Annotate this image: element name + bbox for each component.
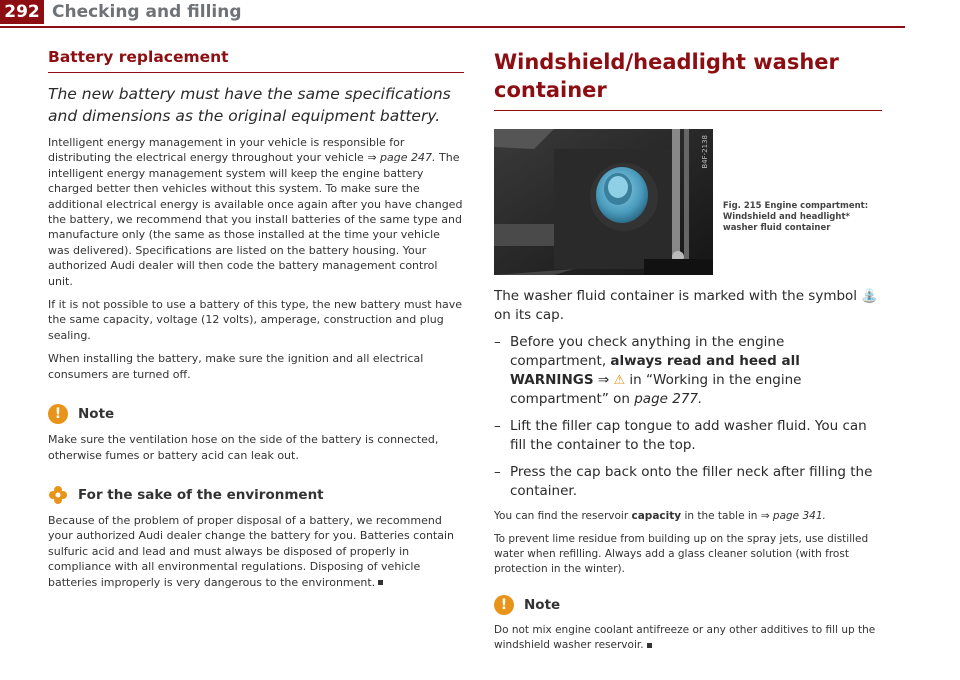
bullet-3 (494, 463, 882, 501)
bullet-3-text: Press the cap back onto the filler neck after filling the container. (510, 464, 873, 499)
page-341-link[interactable]: ⇒ page 341. (760, 510, 826, 522)
bullet-dash: – (494, 418, 501, 434)
header-rule (0, 26, 905, 28)
warning-triangle-icon: ⚠ (613, 373, 626, 388)
environment-label: For the sake of the environment (78, 486, 324, 503)
battery-p1-text-b: The intelligent energy management system will keep the engine battery charged better then vehicles without this system. To make sure the additional electrical energy is available once again after you have changed the battery, we recommend that you install batteries of the same type and manufacture only (the same as those installed at the time your vehicle was delivered). Specifications are listed on the battery housing. Your authorized Audi dealer will then code the battery management control unit. (48, 151, 463, 288)
capacity-text-b: in the table in (684, 510, 758, 522)
section-title: Checking and filling (52, 2, 242, 22)
note-icon: ! (48, 404, 68, 424)
washer-fluid-icon: ⛲ (861, 288, 879, 304)
environment-flower-icon (48, 485, 68, 505)
environment-text-body: Because of the problem of proper disposal of a battery, we recommend your authorized Audi dealer change the battery for you. Batteries contain sulfuric acid and lead and must always be disposed of properly in compliance with all environmental regulations. Disposing of vehicle batteries improperly is very dangerous to the environment. (48, 513, 455, 589)
bullet-1 (494, 333, 882, 409)
bullet-1-text-a: Before you check anything in the engine compartment, (510, 334, 785, 369)
bullet-1-bold: always read and heed all WARNINGS (510, 353, 800, 388)
note-icon: ! (494, 595, 514, 615)
page-header (0, 0, 960, 28)
right-column (494, 48, 882, 653)
washer-intro-b: on its cap. (494, 307, 565, 323)
washer-note-header (494, 595, 882, 615)
end-marker (647, 643, 652, 648)
bullet-2 (494, 417, 882, 455)
bullet-dash: – (494, 334, 501, 350)
battery-paragraph-2: If it is not possible to use a battery of this type, the new battery must have the same capacity, voltage (12 volts), amperage, construction and plug sealing. (48, 298, 463, 342)
battery-heading: Battery replacement (48, 48, 464, 73)
washer-intro-a: The washer fluid container is marked with the symbol (494, 288, 858, 304)
engine-compartment-photo (494, 129, 713, 275)
bullet-2-text: Lift the filler cap tongue to add washer fluid. You can fill the container to the top. (510, 418, 867, 453)
battery-lead: The new battery must have the same specifications and dimensions as the original equipment battery. (48, 85, 451, 125)
battery-note-text: Make sure the ventilation hose on the side of the battery is connected, otherwise fumes or battery acid can leak out. (48, 433, 439, 462)
engine-compartment-illustration (494, 129, 713, 275)
bullet-1-arrow: ⇒ (597, 372, 610, 388)
washer-note-text (494, 623, 882, 653)
washer-heading (494, 48, 882, 111)
bullet-1-text-b: in “Working in the engine compartment” on (510, 372, 802, 407)
figure-caption: Fig. 215 Engine compartment: Windshield and headlight* washer fluid container (722, 201, 869, 233)
lime-residue-text: To prevent lime residue from building up on the spray jets, use distilled water when refilling. Always add a glass cleaner solution (with frost protection in the winter). (494, 533, 869, 575)
bullet-dash: – (494, 464, 501, 480)
environment-text (48, 513, 464, 590)
note-label: Note (78, 406, 115, 423)
washer-heading-line-2: container (494, 78, 607, 102)
page-247-link[interactable]: ⇒ page 247. (367, 151, 436, 165)
battery-paragraph-3: When installing the battery, make sure the ignition and all electrical consumers are turned off. (48, 352, 424, 381)
page-number: 292 (0, 0, 44, 24)
battery-note-header (48, 404, 464, 424)
washer-intro (494, 287, 882, 325)
washer-note-body: Do not mix engine coolant antifreeze or any other additives to fill up the windshield washer reservoir. (494, 624, 876, 651)
left-column (48, 48, 464, 590)
figure-215 (494, 129, 882, 275)
battery-p1-text-a: Intelligent energy management in your vehicle is responsible for distributing the electrical energy throughout your vehicle (48, 136, 405, 165)
capacity-bold: capacity (631, 510, 682, 522)
washer-heading-line-1: Windshield/headlight washer (494, 50, 839, 74)
capacity-text-a: You can find the reservoir (494, 510, 629, 522)
page-277-link[interactable]: page 277. (634, 391, 703, 407)
environment-header (48, 485, 464, 505)
battery-paragraph-1 (48, 135, 464, 289)
bullet-1-text (510, 333, 882, 409)
note-label: Note (524, 597, 561, 613)
figure-code: B4F-2138 (700, 135, 709, 169)
capacity-text (494, 509, 882, 524)
end-marker (378, 580, 383, 585)
